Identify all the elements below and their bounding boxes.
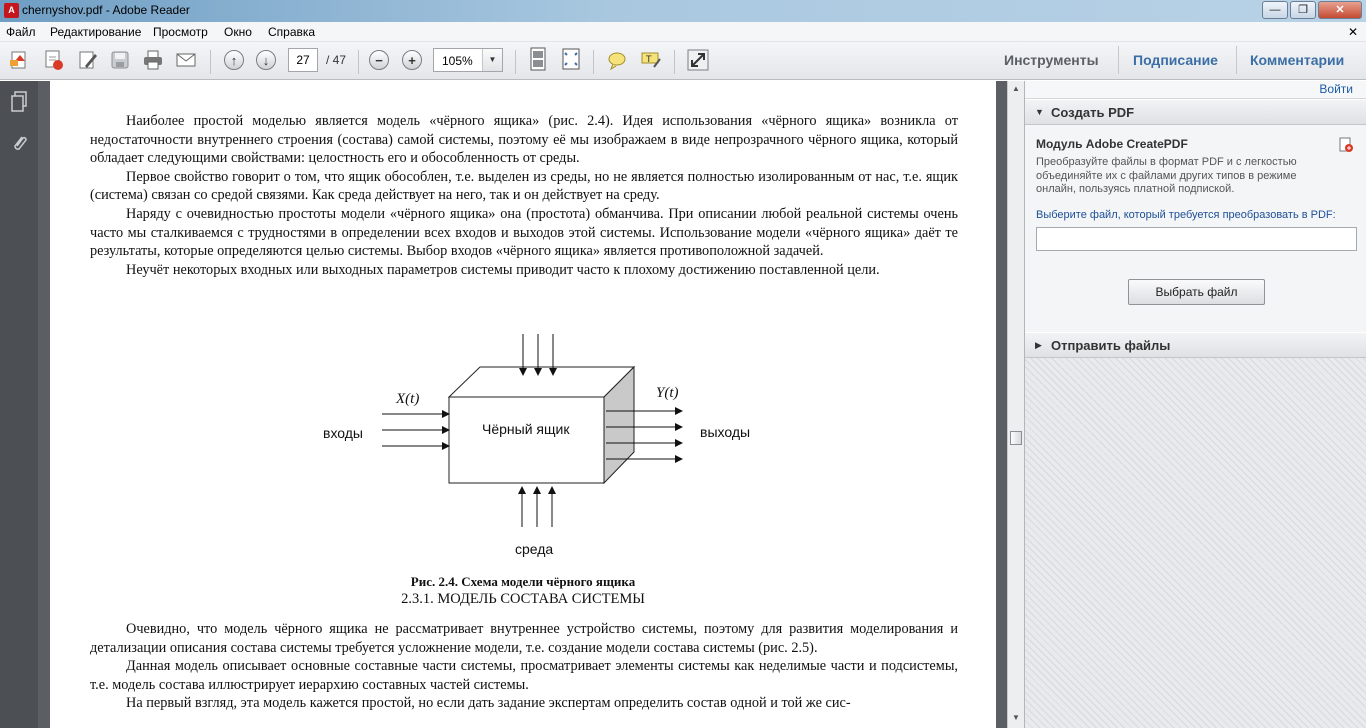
attachments-icon[interactable] — [8, 133, 30, 155]
menu-edit[interactable]: Редактирование — [50, 25, 142, 39]
paragraph: На первый взгляд, эта модель кажется простой, но если дать задание экспертам определить состав одной и той же сис- — [126, 695, 851, 712]
page-total: / 47 — [326, 53, 347, 67]
pdf-page — [50, 81, 996, 728]
zoom-value: 105% — [442, 54, 473, 68]
tools-pane — [1024, 81, 1366, 728]
menu-view[interactable]: Просмотр — [153, 25, 208, 39]
scroll-down-icon[interactable]: ▼ — [1012, 713, 1020, 722]
create-pdf-header[interactable] — [1025, 99, 1366, 125]
paragraph: Наиболее простой моделью является модель «чёрного ящика» (рис. 2.4). Идея использования «чёрного ящика» возникла от недостаточности внутреннего строения (состава) самой системы, поэтому её мы изображаем в виде непрозрачного чёрного ящика, который обладает следующими свойствами: целостность его и обособленность от среды. — [90, 113, 958, 167]
close-button[interactable]: ✕ — [1318, 1, 1362, 19]
collapsed-triangle-icon: ▶ — [1035, 340, 1042, 350]
box-label: Чёрный ящик — [482, 421, 570, 437]
comment-icon[interactable] — [605, 49, 629, 71]
module-title: Модуль Adobe CreatePDF — [1036, 137, 1188, 151]
chevron-down-icon[interactable]: ▼ — [482, 49, 502, 71]
text-block-1 — [90, 112, 958, 279]
expanded-triangle-icon: ▼ — [1035, 107, 1044, 117]
menu-help[interactable]: Справка — [268, 25, 316, 39]
figure-caption: Рис. 2.4. Схема модели чёрного ящика — [410, 574, 636, 589]
title-bar — [0, 0, 1366, 22]
inputs-label: входы — [323, 425, 363, 441]
minimize-button[interactable]: — — [1262, 1, 1288, 19]
toolbar-separator — [515, 50, 516, 74]
tab-tools[interactable]: Инструменты — [1004, 52, 1099, 68]
tab-separator — [1118, 46, 1119, 74]
create-pdf-title: Создать PDF — [1051, 105, 1135, 120]
zoom-out-icon[interactable]: − — [367, 49, 391, 71]
pages-icon[interactable] — [8, 91, 30, 113]
create-pdf-module-icon[interactable] — [1338, 137, 1354, 153]
toolbar-separator — [210, 50, 211, 74]
tab-separator — [1236, 46, 1237, 74]
pane-top-bar — [1025, 81, 1366, 99]
sign-in-link[interactable]: Войти — [1319, 82, 1353, 96]
document-view[interactable] — [38, 81, 1007, 728]
page-number-input[interactable]: 27 — [288, 48, 318, 72]
section-heading: 2.3.1. МОДЕЛЬ СОСТАВА СИСТЕМЫ — [401, 591, 645, 607]
close-document-icon[interactable]: ✕ — [1347, 25, 1358, 39]
print-icon[interactable] — [141, 49, 165, 71]
paragraph: Наряду с очевидностью простоты модели «чёрного ящика» она (простота) обманчива. При описании любой реальной системы очень часто мы сталкиваемся с трудностями в определении всех входов и выходов этой системы. Использование модели «чёрного ящика» даёт те результаты, которые определяются целью системы. Выбор входов «чёрного ящика» является противоположной задачей. — [90, 205, 958, 260]
create-pdf-icon[interactable] — [8, 49, 32, 71]
black-box-diagram — [300, 331, 760, 561]
page-view-icon[interactable] — [526, 48, 550, 70]
maximize-button[interactable]: ❐ — [1290, 1, 1316, 19]
menu-window[interactable]: Окно — [224, 25, 252, 39]
paragraph: Очевидно, что модель чёрного ящика не рассматривает внутреннее устройство системы, поэтому для развития моделирования и детализации описания состава системы требуется усложнение модели, т.е. создание модели состава системы (рис. 2.5). — [90, 621, 958, 656]
tab-comments[interactable]: Комментарии — [1250, 52, 1345, 68]
file-prompt: Выберите файл, который требуется преобразовать в PDF: — [1036, 209, 1336, 221]
page-down-icon[interactable]: ↓ — [254, 49, 278, 71]
email-icon[interactable] — [174, 49, 198, 71]
zoom-select[interactable] — [433, 48, 503, 72]
output-vector-label: Y(t) — [656, 385, 679, 401]
scroll-thumb[interactable] — [1010, 431, 1022, 445]
highlight-icon[interactable] — [639, 49, 663, 71]
text-block-2 — [90, 620, 958, 713]
vertical-scrollbar[interactable] — [1007, 81, 1024, 728]
adobe-reader-icon: A — [4, 3, 19, 18]
send-files-title: Отправить файлы — [1051, 338, 1171, 353]
svg-text:T: T — [646, 55, 652, 65]
choose-file-button[interactable]: Выбрать файл — [1128, 279, 1265, 305]
send-files-header[interactable] — [1025, 332, 1366, 358]
page-up-icon[interactable]: ↑ — [222, 49, 246, 71]
convert-icon[interactable] — [42, 49, 66, 71]
menu-bar — [0, 22, 1366, 42]
window-title: chernyshov.pdf - Adobe Reader — [22, 3, 190, 17]
menu-file[interactable]: Файл — [6, 25, 36, 39]
fit-page-icon[interactable] — [559, 48, 583, 70]
tab-sign[interactable]: Подписание — [1133, 52, 1218, 68]
paragraph: Неучёт некоторых входных или выходных параметров системы приводит часто к плохому достижению поставленной цели. — [126, 261, 880, 278]
save-icon[interactable] — [108, 49, 132, 71]
paragraph: Первое свойство говорит о том, что ящик обособлен, т.е. выделен из среды, но не является полностью изолированным от нас, т.е. ящик (система) связан со средой связями. Как среда действует на него, так и он действует на среду. — [90, 168, 958, 204]
create-pdf-panel — [1025, 125, 1366, 344]
expand-icon[interactable] — [686, 49, 710, 71]
toolbar-separator — [358, 50, 359, 74]
toolbar-separator — [593, 50, 594, 74]
input-vector-label: X(t) — [396, 391, 420, 407]
module-description: Преобразуйте файлы в формат PDF и с легкостью объединяйте их с файлами других типов в режиме онлайн, пользуясь платной подпиской. — [1036, 156, 1297, 195]
zoom-in-icon[interactable]: + — [400, 49, 424, 71]
toolbar-separator — [674, 50, 675, 74]
file-input[interactable] — [1036, 227, 1357, 251]
navigation-pane — [0, 81, 38, 728]
environment-label: среда — [515, 541, 554, 557]
paragraph: Данная модель описывает основные составные части системы, просматривает элементы системы как неделимые части и подсистемы, т.е. модель состава иллюстрирует иерархию составных частей системы. — [90, 658, 958, 693]
scroll-up-icon[interactable]: ▲ — [1012, 84, 1020, 93]
sign-edit-icon[interactable] — [76, 49, 100, 71]
outputs-label: выходы — [700, 424, 751, 440]
